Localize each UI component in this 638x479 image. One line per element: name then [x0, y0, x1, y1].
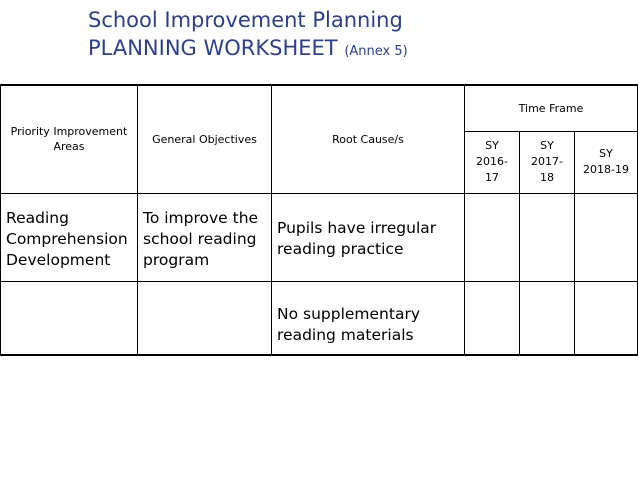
column-header-sy-2017-label: SY 2017-18	[531, 139, 563, 184]
worksheet-title: PLANNING WORKSHEET	[88, 36, 338, 60]
column-header-root-cause-label: Root Cause/s	[332, 132, 404, 146]
cell-priority	[1, 281, 138, 355]
title-line-2	[88, 34, 408, 66]
cell-sy-2016	[465, 193, 520, 281]
column-header-priority	[1, 85, 138, 193]
column-header-sy-2017	[520, 131, 575, 193]
cell-objective	[138, 193, 272, 281]
page-title	[88, 6, 408, 66]
cell-root-cause-text: No supplementary reading materials	[277, 304, 421, 344]
cell-priority-text	[1, 316, 137, 320]
column-header-root-cause	[272, 85, 465, 193]
column-header-sy-2018	[575, 131, 638, 193]
table-row	[1, 193, 638, 281]
annex-label: (Annex 5)	[344, 44, 408, 59]
cell-objective-text: To improve the school reading program	[143, 208, 259, 269]
cell-sy-2016	[465, 281, 520, 355]
column-header-sy-2016-label: SY 2016-17	[476, 139, 508, 184]
table-row	[1, 281, 638, 355]
cell-sy-2018	[575, 193, 638, 281]
cell-objective	[138, 281, 272, 355]
cell-sy-2018	[575, 281, 638, 355]
column-header-sy-2018-label: SY 2018-19	[583, 147, 629, 176]
column-header-priority-label: Priority Improvement Areas	[10, 125, 128, 154]
column-header-sy-2016	[465, 131, 520, 193]
cell-root-cause	[272, 281, 465, 355]
header-row-1	[1, 85, 638, 131]
column-header-objectives	[138, 85, 272, 193]
cell-sy-2017	[520, 193, 575, 281]
title-line-1: School Improvement Planning	[88, 8, 403, 32]
column-header-objectives-label: General Objectives	[152, 132, 257, 146]
planning-worksheet-table	[0, 84, 638, 356]
cell-priority-text: Reading Comprehension Development	[6, 208, 128, 269]
column-header-time-frame	[465, 85, 638, 131]
cell-objective-text	[138, 316, 271, 320]
cell-sy-2017	[520, 281, 575, 355]
cell-priority	[1, 193, 138, 281]
cell-root-cause	[272, 193, 465, 281]
column-header-time-frame-label: Time Frame	[518, 101, 584, 115]
cell-root-cause-text: Pupils have irregular reading practice	[277, 219, 437, 258]
